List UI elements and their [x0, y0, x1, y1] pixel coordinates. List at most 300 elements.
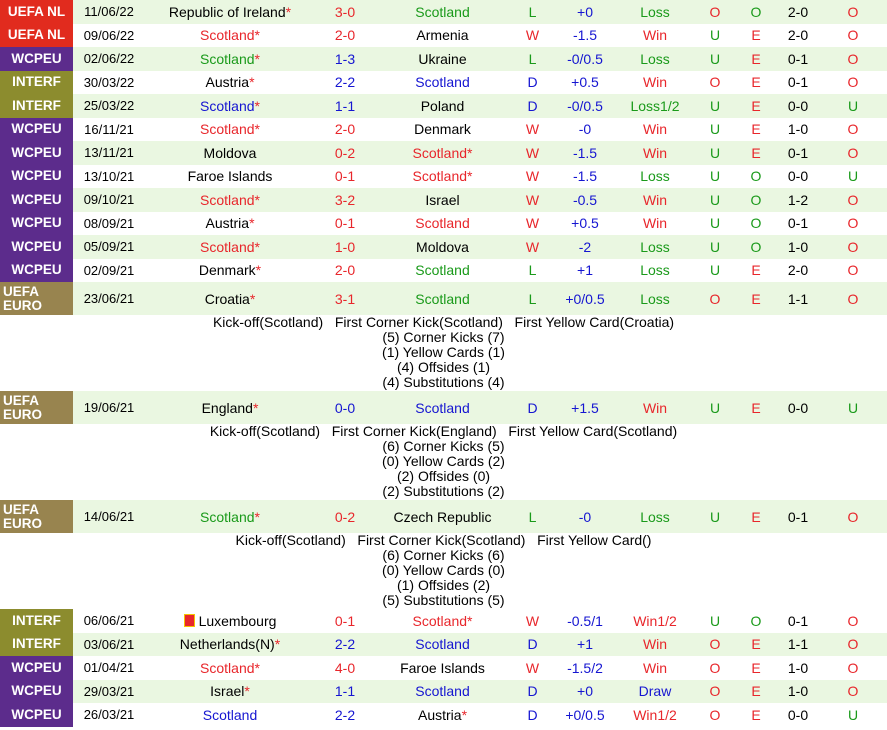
half-time-over-under: O	[847, 238, 859, 255]
handicap: +0.5	[571, 215, 599, 232]
competition-badge[interactable]: WCPEU	[0, 259, 73, 283]
win-loss: D	[527, 636, 538, 653]
home-team[interactable]	[145, 656, 315, 680]
half-time-over-under: O	[847, 144, 859, 161]
home-team[interactable]	[145, 259, 315, 283]
home-team-name: Denmark	[198, 262, 256, 279]
home-team-name: Faroe Islands	[187, 168, 273, 185]
half-time-over-under: O	[847, 27, 859, 44]
half-time-score: 1-0	[787, 121, 809, 138]
match-score[interactable]: 3-2	[334, 191, 356, 208]
competition-badge[interactable]: WCPEU	[0, 118, 73, 142]
home-team[interactable]	[145, 71, 315, 95]
over-under: U	[709, 144, 721, 161]
home-team-name: Scotland	[202, 706, 258, 723]
handicap: -1.5	[572, 144, 598, 161]
odd-even: O	[750, 215, 762, 232]
home-team[interactable]	[145, 212, 315, 236]
match-stat-line: (1) Offsides (2)	[396, 577, 491, 593]
away-team[interactable]	[375, 118, 510, 142]
neutral-marker: *	[254, 97, 260, 114]
odd-even: E	[751, 50, 761, 67]
competition-badge[interactable]: UEFA NL	[0, 0, 73, 24]
match-score[interactable]: 2-2	[334, 636, 356, 653]
match-date: 13/11/21	[84, 145, 134, 161]
away-team[interactable]	[375, 609, 510, 633]
odd-even: E	[751, 97, 761, 114]
neutral-marker: *	[254, 238, 260, 255]
neutral-marker: *	[461, 706, 468, 723]
half-time-over-under: O	[847, 121, 859, 138]
handicap-result: Loss	[640, 508, 670, 525]
handicap: -1.5	[572, 168, 598, 185]
away-team-name: Scotland	[412, 612, 468, 629]
match-score[interactable]: 1-1	[334, 97, 356, 114]
competition-badge[interactable]: WCPEU	[0, 656, 73, 680]
half-time-score: 0-1	[787, 50, 809, 67]
away-team-name: Scotland	[415, 3, 470, 20]
table-row	[0, 500, 887, 533]
over-under: O	[709, 636, 721, 653]
handicap-result: Win	[642, 399, 668, 416]
home-team[interactable]	[145, 609, 315, 633]
away-team[interactable]	[375, 0, 510, 24]
match-stat-line: (4) Offsides (1)	[396, 359, 491, 375]
over-under: U	[709, 191, 721, 208]
handicap: -1.5	[572, 27, 598, 44]
odd-even: E	[751, 399, 761, 416]
competition-badge[interactable]: WCPEU	[0, 165, 73, 189]
half-time-over-under: O	[847, 612, 859, 629]
match-score[interactable]: 1-3	[334, 50, 356, 67]
table-row	[0, 118, 887, 142]
away-team-name: Israel	[425, 191, 460, 208]
odd-even: E	[751, 74, 761, 91]
win-loss: L	[528, 262, 537, 279]
match-date: 09/06/22	[83, 27, 135, 43]
competition-badge[interactable]: UEFA EURO	[0, 500, 73, 533]
match-stats-row	[0, 424, 887, 500]
home-team-name: Scotland	[200, 97, 255, 114]
half-time-score: 0-1	[787, 612, 809, 629]
home-team[interactable]	[145, 633, 315, 657]
away-team[interactable]	[375, 165, 510, 189]
match-date: 02/09/21	[83, 262, 135, 278]
match-score[interactable]: 0-1	[334, 168, 356, 185]
match-stats	[0, 533, 887, 609]
handicap-result: Loss	[640, 3, 670, 20]
neutral-marker: *	[274, 636, 281, 653]
match-date: 08/09/21	[83, 215, 135, 231]
competition-badge[interactable]: WCPEU	[0, 188, 73, 212]
match-score[interactable]: 0-2	[334, 144, 356, 161]
table-row	[0, 656, 887, 680]
away-team[interactable]	[375, 235, 510, 259]
odd-even: O	[750, 168, 762, 185]
away-team[interactable]	[375, 633, 510, 657]
home-team-name: Scotland	[200, 508, 255, 525]
match-score[interactable]: 0-1	[334, 215, 356, 232]
half-time-over-under: U	[847, 97, 859, 114]
match-events-line: Kick-off(Scotland) First Corner Kick(Scotland) First Yellow Card()	[235, 532, 652, 548]
handicap-result: Win	[642, 74, 668, 91]
half-time-score: 0-1	[787, 74, 809, 91]
match-stat-line: (2) Offsides (0)	[396, 468, 491, 484]
half-time-over-under: O	[847, 636, 859, 653]
half-time-score: 1-1	[787, 290, 809, 307]
home-team[interactable]	[145, 47, 315, 71]
handicap: -1.5/2	[567, 659, 603, 676]
handicap: +0/0.5	[565, 706, 605, 723]
match-date: 03/06/21	[83, 636, 135, 652]
handicap: -0.5/1	[567, 612, 603, 629]
competition-badge[interactable]: WCPEU	[0, 212, 73, 236]
over-under: U	[709, 215, 721, 232]
half-time-score: 0-0	[787, 706, 809, 723]
away-team[interactable]	[375, 47, 510, 71]
over-under: U	[709, 168, 721, 185]
competition-badge[interactable]: INTERF	[0, 609, 73, 633]
handicap-result: Win	[642, 191, 668, 208]
half-time-over-under: U	[847, 399, 859, 416]
away-team[interactable]	[375, 71, 510, 95]
home-team[interactable]	[145, 235, 315, 259]
match-stat-line: (4) Substitutions (4)	[382, 374, 505, 390]
handicap-result: Loss	[640, 290, 670, 307]
country-flag-icon	[184, 614, 195, 627]
neutral-marker: *	[467, 612, 473, 629]
table-row	[0, 141, 887, 165]
table-row	[0, 212, 887, 236]
match-date: 02/06/22	[83, 51, 135, 67]
neutral-marker: *	[285, 3, 292, 20]
match-date: 16/11/21	[84, 121, 134, 137]
home-team-name: Croatia	[204, 290, 250, 307]
away-team-name: Czech Republic	[393, 508, 492, 525]
match-stats	[0, 424, 887, 500]
handicap: +0	[577, 3, 593, 20]
table-row	[0, 259, 887, 283]
competition-badge[interactable]: INTERF	[0, 71, 73, 95]
match-date: 29/03/21	[83, 683, 135, 699]
competition-badge[interactable]: WCPEU	[0, 47, 73, 71]
match-stats-row	[0, 315, 887, 391]
match-score[interactable]: 2-0	[334, 121, 356, 138]
half-time-score: 0-0	[787, 399, 809, 416]
half-time-score: 0-1	[787, 144, 809, 161]
home-team[interactable]	[145, 0, 315, 24]
neutral-marker: *	[244, 683, 250, 700]
away-team[interactable]	[375, 680, 510, 704]
over-under: U	[709, 97, 721, 114]
over-under: U	[709, 262, 721, 279]
home-team[interactable]	[145, 165, 315, 189]
competition-badge[interactable]: UEFA EURO	[0, 282, 73, 315]
handicap: +1	[577, 262, 593, 279]
half-time-score: 0-0	[787, 168, 809, 185]
match-date: 14/06/21	[83, 509, 135, 524]
away-team[interactable]	[375, 188, 510, 212]
away-team-name: Ukraine	[418, 50, 467, 67]
table-row	[0, 24, 887, 48]
home-team[interactable]	[145, 703, 315, 727]
match-stat-line: (5) Substitutions (5)	[382, 592, 505, 608]
away-team[interactable]	[375, 391, 510, 424]
home-team-name: Scotland	[200, 238, 255, 255]
neutral-marker: *	[467, 168, 473, 185]
handicap-result: Loss	[640, 168, 670, 185]
win-loss: L	[528, 50, 537, 67]
competition-badge[interactable]: UEFA NL	[0, 24, 73, 48]
match-date: 23/06/21	[83, 291, 135, 306]
away-team[interactable]	[375, 259, 510, 283]
half-time-over-under: O	[847, 262, 859, 279]
away-team-name: Faroe Islands	[400, 659, 485, 676]
match-score[interactable]: 2-2	[334, 706, 356, 723]
half-time-score: 1-1	[787, 636, 809, 653]
match-stat-line: (2) Substitutions (2)	[382, 483, 505, 499]
win-loss: D	[527, 683, 538, 700]
win-loss: L	[528, 3, 537, 20]
handicap: -0/0.5	[567, 97, 603, 114]
win-loss: D	[527, 706, 538, 723]
match-score[interactable]: 0-0	[334, 399, 356, 416]
neutral-marker: *	[467, 144, 473, 161]
half-time-over-under: O	[847, 659, 859, 676]
match-score[interactable]: 0-1	[334, 612, 356, 629]
away-team-name: Denmark	[414, 121, 471, 138]
win-loss: D	[527, 399, 538, 416]
table-row	[0, 609, 887, 633]
away-team[interactable]	[375, 703, 510, 727]
over-under: U	[709, 50, 721, 67]
match-date: 01/04/21	[83, 660, 135, 676]
match-date: 11/06/22	[84, 4, 134, 20]
competition-badge[interactable]: INTERF	[0, 633, 73, 657]
table-row	[0, 391, 887, 424]
win-loss: W	[525, 168, 540, 185]
neutral-marker: *	[254, 659, 260, 676]
handicap-result: Loss	[640, 262, 670, 279]
away-team[interactable]	[375, 141, 510, 165]
half-time-over-under: O	[847, 74, 859, 91]
over-under: O	[709, 659, 721, 676]
match-date: 19/06/21	[83, 400, 135, 415]
home-team-name: Austria	[205, 74, 250, 91]
odd-even: E	[751, 683, 761, 700]
win-loss: D	[527, 74, 538, 91]
match-stat-line: (5) Corner Kicks (7)	[382, 329, 505, 345]
handicap-result: Loss	[640, 238, 670, 255]
handicap-result: Win	[642, 27, 668, 44]
neutral-marker: *	[249, 215, 255, 232]
away-team-name: Scotland	[415, 74, 470, 91]
home-team-name: Scotland	[200, 50, 255, 67]
home-team-name: Austria	[205, 215, 250, 232]
over-under: U	[709, 508, 721, 525]
away-team[interactable]	[375, 24, 510, 48]
neutral-marker: *	[254, 50, 260, 67]
home-team[interactable]	[145, 500, 315, 533]
half-time-score: 0-1	[787, 215, 809, 232]
handicap-result: Win1/2	[633, 706, 677, 723]
away-team-name: Scotland	[412, 144, 468, 161]
competition-badge[interactable]: WCPEU	[0, 141, 73, 165]
odd-even: O	[750, 3, 762, 20]
home-team[interactable]	[145, 24, 315, 48]
odd-even: O	[750, 191, 762, 208]
match-stat-line: (6) Corner Kicks (6)	[382, 547, 505, 563]
handicap-result: Win	[642, 121, 668, 138]
match-date: 05/09/21	[83, 239, 135, 255]
table-row	[0, 47, 887, 71]
handicap-result: Loss1/2	[630, 97, 680, 114]
match-stats	[0, 315, 887, 391]
neutral-marker: *	[254, 191, 260, 208]
home-team[interactable]	[145, 94, 315, 118]
away-team[interactable]	[375, 500, 510, 533]
odd-even: O	[750, 238, 762, 255]
over-under: O	[709, 683, 721, 700]
match-score[interactable]: 1-0	[334, 238, 356, 255]
home-team-name: Scotland	[200, 121, 255, 138]
away-team[interactable]	[375, 656, 510, 680]
handicap-result: Win	[642, 215, 668, 232]
home-team[interactable]	[145, 188, 315, 212]
match-score[interactable]: 3-0	[334, 3, 356, 20]
table-row	[0, 633, 887, 657]
win-loss: W	[525, 121, 540, 138]
match-date: 06/06/21	[83, 613, 135, 629]
half-time-score: 2-0	[787, 27, 809, 44]
home-team[interactable]	[145, 118, 315, 142]
over-under: U	[709, 121, 721, 138]
competition-badge[interactable]: INTERF	[0, 94, 73, 118]
odd-even: E	[751, 290, 761, 307]
handicap: +0	[577, 683, 593, 700]
handicap-result: Loss	[640, 50, 670, 67]
home-team-name: England	[201, 399, 253, 416]
handicap: -2	[578, 238, 592, 255]
home-team[interactable]	[145, 141, 315, 165]
home-team-name: Scotland	[200, 191, 255, 208]
odd-even: E	[751, 144, 761, 161]
handicap: +0.5	[571, 74, 599, 91]
handicap: -0/0.5	[567, 50, 603, 67]
match-score[interactable]: 2-0	[334, 262, 356, 279]
home-team[interactable]	[145, 680, 315, 704]
table-row	[0, 71, 887, 95]
table-row	[0, 703, 887, 727]
competition-badge[interactable]: UEFA EURO	[0, 391, 73, 424]
away-team-name: Scotland	[415, 262, 470, 279]
over-under: O	[709, 706, 721, 723]
half-time-score: 2-0	[787, 262, 809, 279]
neutral-marker: *	[249, 290, 256, 307]
half-time-over-under: O	[847, 191, 859, 208]
match-score[interactable]: 2-2	[334, 74, 356, 91]
match-score[interactable]: 3-1	[334, 290, 356, 307]
handicap: +0/0.5	[565, 290, 605, 307]
away-team[interactable]	[375, 212, 510, 236]
win-loss: L	[528, 508, 537, 525]
half-time-score: 1-0	[787, 238, 809, 255]
home-team-name: Republic of Ireland	[168, 3, 286, 20]
handicap-result: Win1/2	[633, 612, 677, 629]
match-score[interactable]: 4-0	[334, 659, 356, 676]
away-team-name: Scotland	[415, 215, 470, 232]
half-time-over-under: U	[847, 706, 859, 723]
competition-badge[interactable]: WCPEU	[0, 703, 73, 727]
match-date: 26/03/21	[83, 707, 135, 723]
match-score[interactable]: 2-0	[334, 27, 356, 44]
neutral-marker: *	[254, 508, 260, 525]
over-under: O	[709, 3, 721, 20]
away-team-name: Scotland	[415, 683, 470, 700]
competition-badge[interactable]: WCPEU	[0, 680, 73, 704]
match-stats-row	[0, 533, 887, 609]
home-team[interactable]	[145, 282, 315, 315]
over-under: U	[709, 399, 721, 416]
odd-even: O	[750, 612, 762, 629]
away-team-name: Austria	[417, 706, 462, 723]
handicap-result: Win	[642, 659, 668, 676]
away-team-name: Armenia	[416, 27, 469, 44]
neutral-marker: *	[255, 262, 262, 279]
over-under: U	[709, 27, 721, 44]
competition-badge[interactable]: WCPEU	[0, 235, 73, 259]
away-team-name: Scotland	[415, 290, 470, 307]
away-team-name: Scotland	[415, 399, 470, 416]
odd-even: E	[751, 636, 761, 653]
odd-even: E	[751, 262, 761, 279]
table-row	[0, 0, 887, 24]
home-team[interactable]	[145, 391, 315, 424]
odd-even: E	[751, 508, 761, 525]
win-loss: W	[525, 238, 540, 255]
half-time-score: 1-2	[787, 191, 809, 208]
half-time-over-under: O	[847, 50, 859, 67]
away-team-name: Scotland	[415, 636, 470, 653]
table-row	[0, 235, 887, 259]
handicap: +1	[577, 636, 593, 653]
handicap: +1.5	[571, 399, 599, 416]
half-time-over-under: O	[847, 215, 859, 232]
away-team-name: Poland	[420, 97, 465, 114]
away-team[interactable]	[375, 94, 510, 118]
handicap-result: Win	[642, 636, 668, 653]
half-time-over-under: O	[847, 290, 859, 307]
match-score[interactable]: 1-1	[334, 683, 356, 700]
away-team[interactable]	[375, 282, 510, 315]
match-date: 13/10/21	[83, 168, 135, 184]
odd-even: E	[751, 659, 761, 676]
half-time-score: 2-0	[787, 3, 809, 20]
home-team-name: Israel	[210, 683, 245, 700]
match-events-line: Kick-off(Scotland) First Corner Kick(Scotland) First Yellow Card(Croatia)	[212, 314, 675, 330]
handicap: -0	[578, 121, 592, 138]
match-score[interactable]: 0-2	[334, 508, 356, 525]
handicap-result: Win	[642, 144, 668, 161]
home-team-name: Moldova	[203, 144, 257, 161]
neutral-marker: *	[252, 399, 259, 416]
handicap: -0.5	[572, 191, 598, 208]
handicap: -0	[578, 508, 592, 525]
half-time-score: 1-0	[787, 683, 809, 700]
over-under: O	[709, 290, 721, 307]
half-time-over-under: O	[847, 508, 859, 525]
neutral-marker: *	[254, 121, 260, 138]
